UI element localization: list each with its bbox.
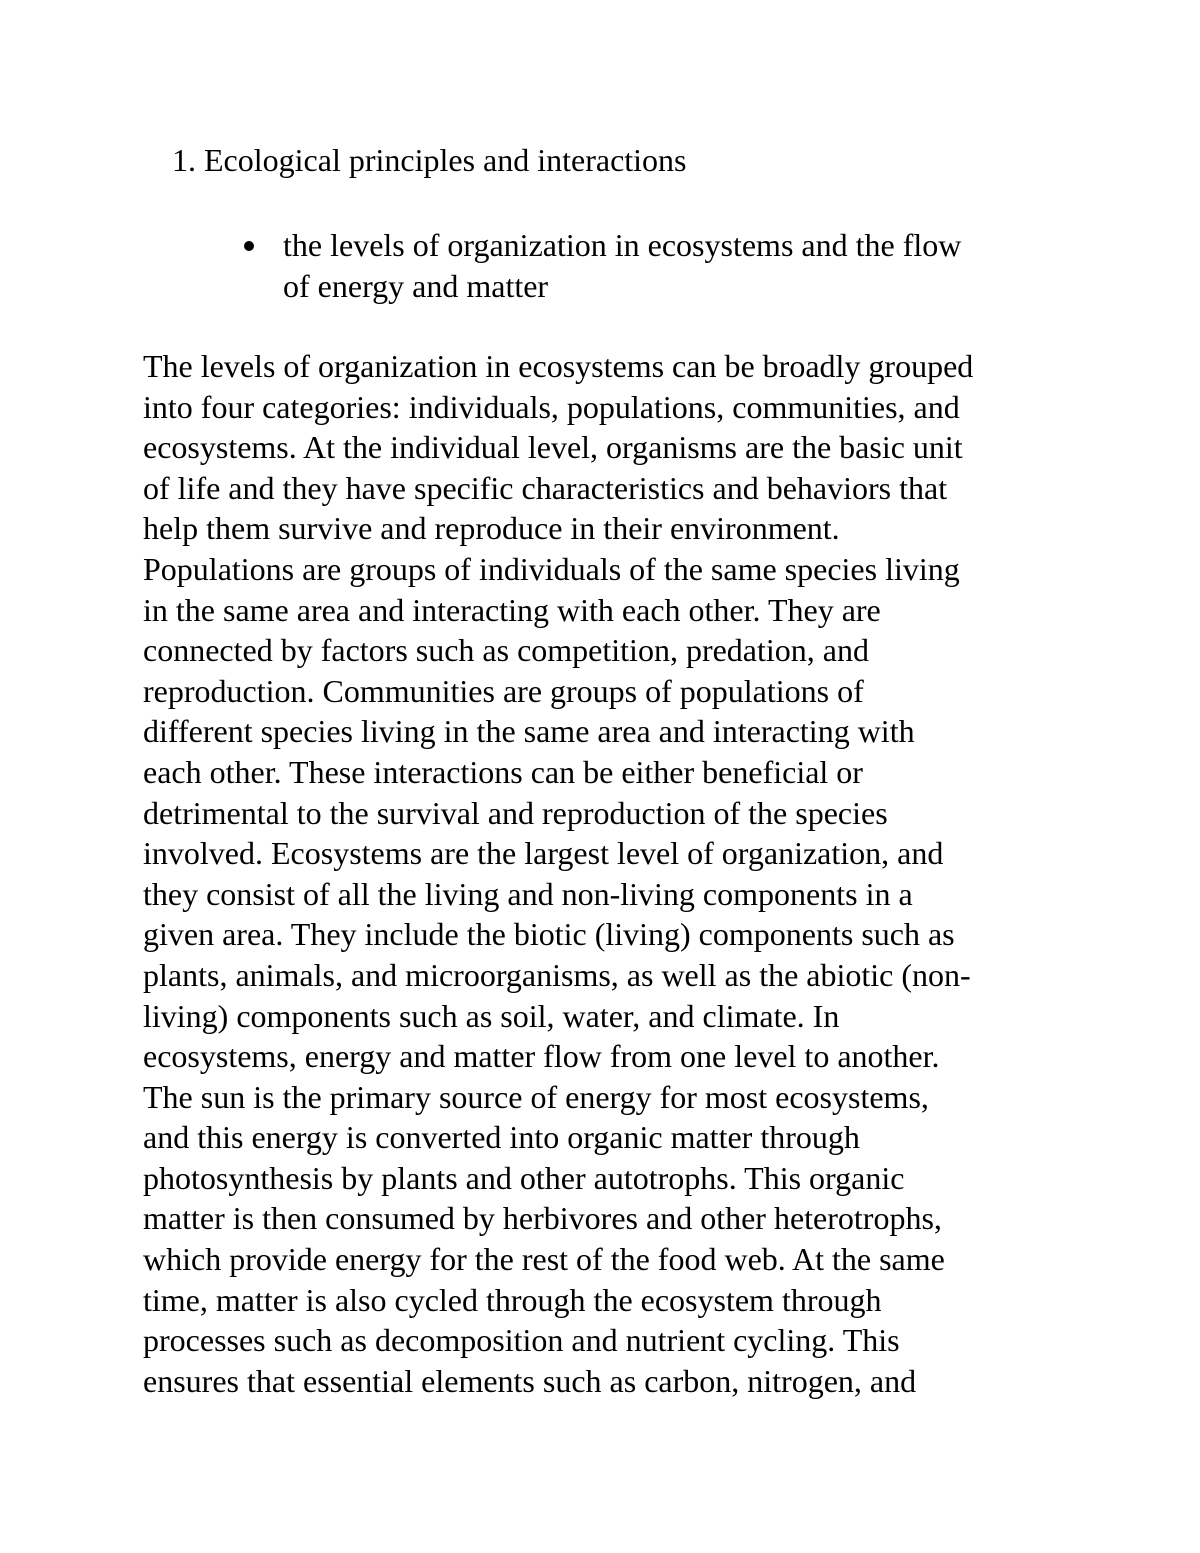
paragraph-line: living) components such as soil, water, and climate. In [143,997,840,1034]
bullet-line: of energy and matter [283,267,549,304]
bullet-text [283,225,1044,306]
paragraph-line: which provide energy for the rest of the food web. At the same [143,1241,945,1278]
paragraph-line: involved. Ecosystems are the largest level of organization, and [143,835,944,872]
paragraph-line: ecosystems. At the individual level, organisms are the basic unit [143,429,963,466]
paragraph-line: and this energy is converted into organic matter through [143,1119,860,1156]
paragraph-line: Populations are groups of individuals of the same species living [143,550,960,587]
paragraph-line: they consist of all the living and non-living components in a [143,875,913,912]
paragraph-line: time, matter is also cycled through the ecosystem through [143,1281,882,1318]
section-number: 1. [172,142,196,178]
paragraph-line: detrimental to the survival and reproduction of the species [143,794,888,831]
bullet-icon [244,241,254,251]
paragraph-line: The levels of organization in ecosystems can be broadly grouped [143,348,974,384]
paragraph-line: reproduction. Communities are groups of populations of [143,672,864,709]
paragraph-line: each other. These interactions can be either beneficial or [143,753,863,790]
body-paragraph [143,346,1143,1401]
bullet-list-item [244,225,1044,306]
paragraph-line: ensures that essential elements such as carbon, nitrogen, and [143,1362,917,1399]
paragraph-line: photosynthesis by plants and other autotrophs. This organic [143,1159,905,1196]
paragraph-line: ecosystems, energy and matter flow from one level to another. [143,1038,940,1075]
paragraph-line: plants, animals, and microorganisms, as well as the abiotic (non- [143,956,971,993]
paragraph-line: into four categories: individuals, populations, communities, and [143,388,960,425]
section-heading [172,140,687,180]
paragraph-line: different species living in the same area and interacting with [143,713,915,750]
paragraph-line: help them survive and reproduce in their environment. [143,510,840,547]
section-title: Ecological principles and interactions [204,142,687,178]
bullet-line: the levels of organization in ecosystems and the flow [283,227,962,263]
paragraph-line: connected by factors such as competition, predation, and [143,632,869,669]
paragraph-line: processes such as decomposition and nutrient cycling. This [143,1322,900,1359]
paragraph-line: matter is then consumed by herbivores and other heterotrophs, [143,1200,942,1237]
paragraph-line: given area. They include the biotic (living) components such as [143,916,955,953]
paragraph-line: in the same area and interacting with each other. They are [143,591,881,628]
paragraph-line: The sun is the primary source of energy for most ecosystems, [143,1078,929,1115]
paragraph-line: of life and they have specific characteristics and behaviors that [143,469,948,506]
